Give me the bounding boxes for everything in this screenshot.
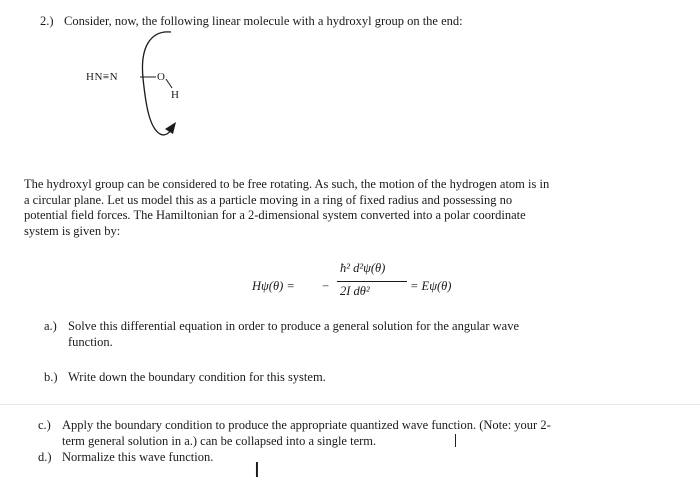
molecule-hydrogen: H [171,89,180,101]
part-c-line: Apply the boundary condition to produce the appropriate quantized wave function. (Note: your 2- [62,418,551,432]
rotation-arrow-icon [142,32,176,135]
part-a-text [68,319,519,350]
question-number: 2.) [40,14,54,28]
part-a-line: function. [68,334,113,349]
part-a-label: a.) [44,319,57,333]
part-d-text: Normalize this wave function. [62,450,214,464]
description-line: a circular plane. Let us model this as a particle moving in a ring of fixed radius and possessing no [24,192,513,207]
part-b-label: b.) [44,370,58,384]
equation-minus: − [322,279,330,293]
part-d-label: d.) [38,450,52,464]
description-line: potential field forces. The Hamiltonian for a 2-dimensional system converted into a polar coordinate [24,208,526,222]
molecule-formula: HN≡N [86,71,119,83]
part-a-line: Solve this differential equation in order to produce a general solution for the angular wave [68,319,520,333]
molecule-oxygen: O [157,71,166,83]
description-line: system is given by: [24,223,121,238]
fraction-bar [337,281,407,282]
equation-denominator: 2I dθ² [340,284,370,298]
part-c-line: term general solution in a.) can be collapsed into a single term. [62,433,377,448]
description-paragraph [24,177,549,239]
part-c-text [62,418,551,449]
equation-rhs: = Eψ(θ) [410,279,452,293]
o-h-bond [166,79,172,88]
equation-numerator: ħ² d²ψ(θ) [340,261,386,275]
part-b-text: Write down the boundary condition for this system. [68,370,326,384]
part-c-label: c.) [38,418,51,432]
text-cursor [455,434,456,447]
question-prompt: Consider, now, the following linear molecule with a hydroxyl group on the end: [64,14,463,28]
section-divider [0,404,700,405]
ibeam-cursor-icon: I [254,458,260,482]
description-line: The hydroxyl group can be considered to be free rotating. As such, the motion of the hydrogen atom is in [24,177,550,191]
equation-lhs: Hψ(θ) = [252,279,295,293]
